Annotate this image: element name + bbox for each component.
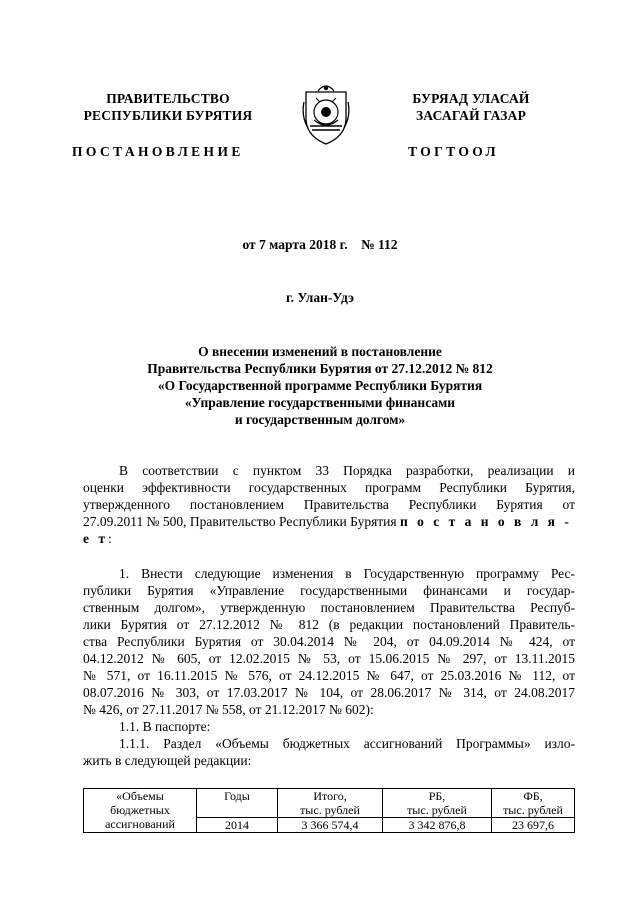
header-cell-years: Годы (197, 789, 278, 818)
issuer-right-line1: БУРЯАД УЛАСАЙ (412, 91, 530, 106)
cell-rb: 3 342 876,8 (383, 818, 492, 833)
header-text: «Объемы (116, 789, 164, 803)
clause-line: 04.12.2012 № 605, от 12.02.2015 № 53, от 15.06.2015 № 297, от 13.11.2015 (83, 651, 575, 666)
clause-line: публики Бурятия «Управление государственными финансами и государ- (83, 583, 575, 598)
cell-fb: 23 697,6 (492, 818, 575, 833)
clause-line: № 426, от 27.11.2017 № 558, от 21.12.2017 № 602): (83, 702, 374, 717)
header-text: Итого, (313, 789, 347, 803)
clause-line: 08.07.2016 № 303, от 17.03.2017 № 104, от 28.06.2017 № 314, от 24.08.2017 (83, 685, 575, 700)
preamble-colon: : (108, 531, 112, 546)
header-text: бюджетных (110, 803, 170, 817)
doc-type-right: ТОГТООЛ (408, 144, 499, 159)
header-text: тыс. рублей (407, 803, 467, 817)
clause-1-1-1-line: жить в следующей редакции: (83, 753, 252, 768)
title-line: О внесении изменений в постановление (198, 344, 442, 359)
issuer-left-line2: РЕСПУБЛИКИ БУРЯТИЯ (83, 108, 253, 123)
preamble-paragraph (83, 462, 575, 547)
cell-total: 3 366 574,4 (278, 818, 383, 833)
date-number: от 7 марта 2018 г. № 112 (242, 237, 398, 252)
clause-line: ственным долгом», утвержденную постановлением Правительства Респуб- (83, 600, 575, 615)
clause-1-1: 1.1. В паспорте: (119, 719, 211, 734)
clause-1 (83, 565, 575, 769)
table-header-row (84, 789, 575, 818)
header-cell-section (84, 789, 197, 833)
issuer-left (58, 90, 278, 124)
issuer-right-line2: ЗАСАГАЙ ГАЗАР (415, 108, 527, 123)
header-cell-total (278, 789, 383, 818)
title-line: «О Государственной программе Республики Бурятия (157, 378, 483, 393)
issuer-right (362, 90, 580, 124)
clause-line: ства Республики Бурятия от 30.04.2014 № 204, от 04.09.2014 № 424, от (83, 634, 575, 649)
doc-type-left: ПОСТАНОВЛЕНИЕ (72, 144, 244, 159)
header-text: тыс. рублей (503, 803, 563, 817)
preamble-line (83, 513, 575, 530)
clause-1-1-1-line: 1.1.1. Раздел «Объемы бюджетных ассигнований Программы» изло- (119, 736, 575, 751)
city: г. Улан-Удэ (286, 290, 354, 305)
decree-verb: п о с т а н о в л я - (400, 514, 572, 529)
header-cell-rb (383, 789, 492, 818)
resolution-title (0, 343, 640, 428)
header-cell-fb (492, 789, 575, 818)
preamble-line: оценки эффективности государственных программ Республики Бурятия, (83, 480, 575, 495)
preamble-line: В соответствии с пунктом 33 Порядка разработки, реализации и (119, 463, 575, 478)
clause-line: 1. Внести следующие изменения в Государственную программу Рес- (119, 566, 575, 581)
preamble-line (83, 530, 575, 547)
clause-line: № 571, от 16.11.2015 № 576, от 24.12.2015 № 647, от 25.03.2016 № 112, от (83, 668, 575, 683)
header-text: ассигнований (105, 817, 175, 831)
cell-year: 2014 (197, 818, 278, 833)
header-text: ФБ, (523, 789, 543, 803)
issuer-left-line1: ПРАВИТЕЛЬСТВО (106, 91, 230, 106)
preamble-text: 27.09.2011 № 500, Правительство Республики Бурятия (83, 514, 400, 529)
title-line: «Управление государственными финансами (184, 395, 456, 410)
clause-line: лики Бурятия от 27.12.2012 № 812 (в редакции постановлений Правитель- (83, 617, 575, 632)
header-text: РБ, (428, 789, 446, 803)
preamble-line: утвержденного постановлением Правительства Республики Бурятия от (83, 497, 575, 512)
title-line: Правительства Республики Бурятия от 27.12.2012 № 812 (147, 361, 493, 376)
budget-table (83, 788, 575, 833)
coat-of-arms-icon (300, 82, 352, 146)
title-line: и государственным долгом» (234, 412, 406, 427)
decree-verb-end: е т (83, 531, 108, 546)
header-text: тыс. рублей (300, 803, 360, 817)
